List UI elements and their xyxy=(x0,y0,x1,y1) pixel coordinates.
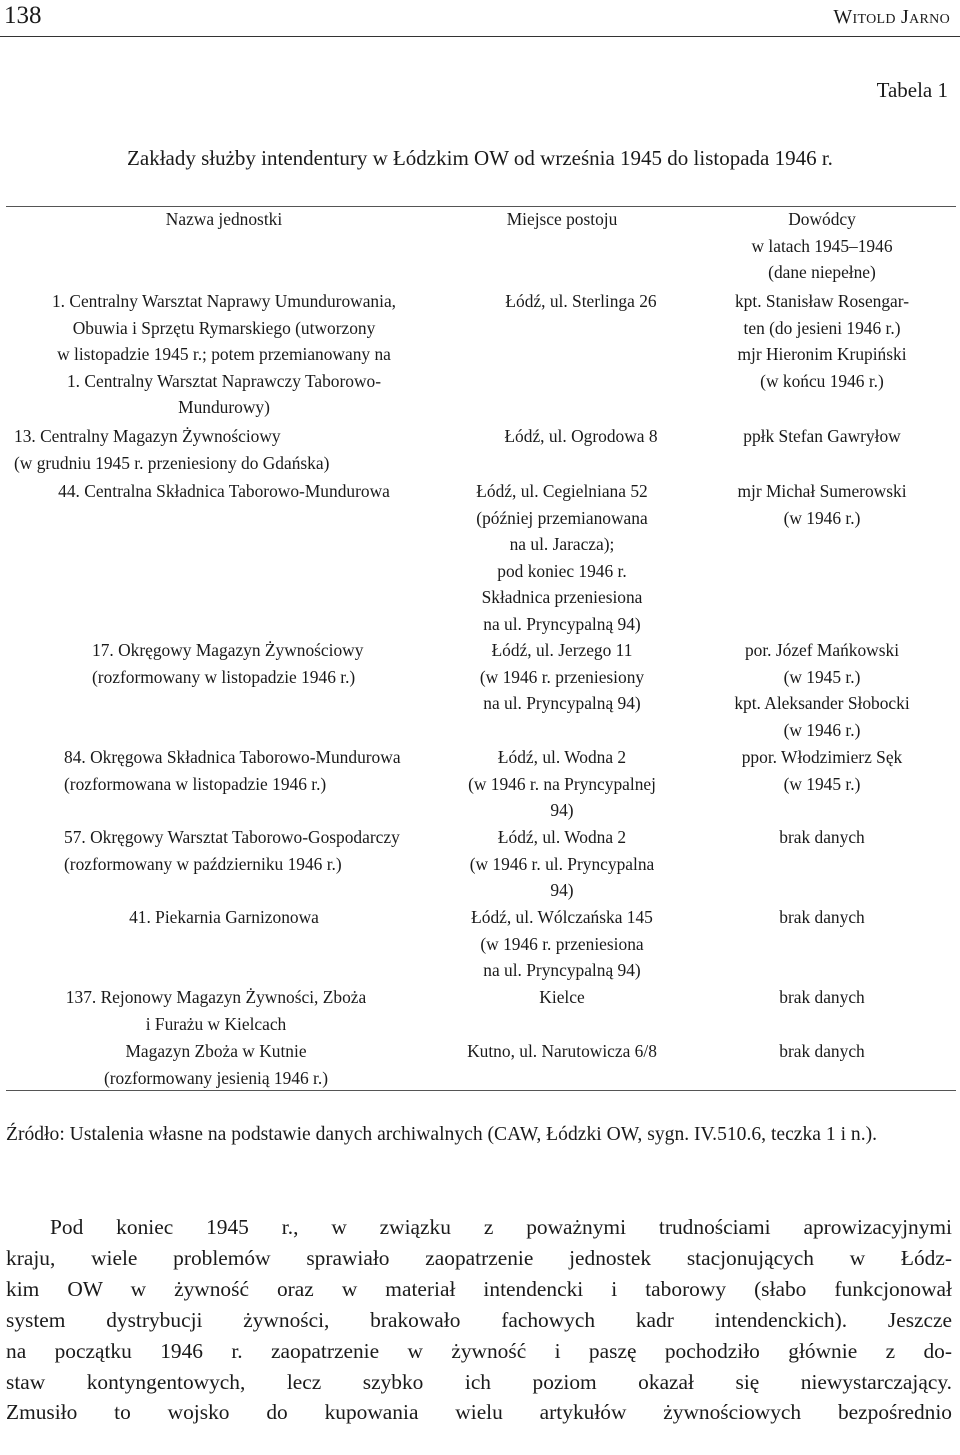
table-bottom-rule xyxy=(6,1090,956,1091)
table-cell-commanders: ppor. Włodzimierz Sęk (w 1945 r.) xyxy=(741,747,903,794)
table-cell-place: Łódź, ul. Wodna 2 (w 1946 r. ul. Pryncypalna 94) xyxy=(469,827,655,900)
table-cell-name: 137. Rejonowy Magazyn Żywności, Zboża i Furażu w Kielcach xyxy=(65,987,367,1034)
table-cell-place: Łódź, ul. Wodna 2 (w 1946 r. na Pryncypalnej 94) xyxy=(468,747,656,820)
body-line: kraju, wiele problemów sprawiało zaopatrzenie jednostek stacjonujących w Łódz- xyxy=(6,1245,952,1270)
running-header xyxy=(0,0,960,34)
table-cell-commanders: ppłk Stefan Gawryłow xyxy=(743,426,901,446)
body-line: Pod koniec 1945 r., w związku z poważnymi trudnościami aprowizacyjnymi xyxy=(50,1215,952,1239)
table-cell-place: Kielce xyxy=(539,987,585,1007)
table-cell-place: Łódź, ul. Wólczańska 145 (w 1946 r. przeniesiona na ul. Pryncypalną 94) xyxy=(471,907,653,980)
body-line: staw kontyngentowych, lecz szybko ich poziom okazał się niewystarczający. xyxy=(6,1369,952,1394)
table-cell-place: Kutno, ul. Narutowicza 6/8 xyxy=(467,1041,657,1061)
table-cell-commanders: kpt. Stanisław Rosengar- ten (do jesieni 1946 r.) mjr Hieronim Krupiński (w końcu 1946 r.) xyxy=(734,291,910,391)
table-cell-commanders: brak danych xyxy=(779,907,865,927)
table-source-note: Źródło: Ustalenia własne na podstawie danych archiwalnych (CAW, Łódzki OW, sygn. IV.510.6, teczka 1 i n.). xyxy=(6,1124,878,1145)
column-header-commanders: Dowódcy w latach 1945–1946 (dane niepełne) xyxy=(751,209,893,282)
table-cell-place: Łódź, ul. Cegielniana 52 (później przemianowana na ul. Jaracza); pod koniec 1946 r. Składnica przeniesiona na ul. Pryncypalną 94) xyxy=(476,481,648,634)
table-cell-commanders: mjr Michał Sumerowski (w 1946 r.) xyxy=(737,481,907,528)
table-top-rule xyxy=(6,206,956,207)
table-cell-name: 84. Okręgowa Składnica Taborowo-Mundurowa (rozformowana w listopadzie 1946 r.) xyxy=(64,747,401,794)
body-line: na początku 1946 r. zaopatrzenie w żywność i paszę pochodziło głównie z do- xyxy=(6,1338,952,1363)
table-cell-name: Magazyn Zboża w Kutnie (rozformowany jesienią 1946 r.) xyxy=(103,1041,329,1088)
table-cell-commanders: brak danych xyxy=(779,1041,865,1061)
table-cell-place: Łódź, ul. Ogrodowa 8 xyxy=(504,426,658,446)
body-line: system dystrybucji żywności, brakowało fachowych kadr intendenckich). Jeszcze xyxy=(6,1307,952,1332)
table-cell-commanders: por. Józef Mańkowski (w 1945 r.) kpt. Aleksander Słobocki (w 1946 r.) xyxy=(734,640,910,740)
table-cell-commanders: brak danych xyxy=(779,987,865,1007)
table-cell-name: 41. Piekarnia Garnizonowa xyxy=(129,907,319,927)
table-cell-name: 1. Centralny Warsztat Naprawy Umundurowania, Obuwia i Sprzętu Rymarskiego (utworzony w listopadzie 1945 r.; potem przemianowany na 1. Centralny Warsztat Naprawczy Taborowo- Mundurowy) xyxy=(51,291,397,417)
running-author: Witold Jarno xyxy=(833,6,950,28)
table-cell-name: 44. Centralna Składnica Taborowo-Mundurowa xyxy=(58,481,390,501)
column-header-name: Nazwa jednostki xyxy=(165,209,283,229)
column-header-place: Miejsce postoju xyxy=(506,209,618,229)
table-title: Zakłady służby intendentury w Łódzkim OW od września 1945 do listopada 1946 r. xyxy=(127,146,833,170)
table-label: Tabela 1 xyxy=(876,78,948,102)
table-cell-name: 13. Centralny Magazyn Żywnościowy (w grudniu 1945 r. przeniesiony do Gdańska) xyxy=(14,426,330,473)
table-cell-commanders: brak danych xyxy=(779,827,865,847)
table-cell-place: Łódź, ul. Jerzego 11 (w 1946 r. przeniesiony na ul. Pryncypalną 94) xyxy=(479,640,645,713)
table-cell-place: Łódź, ul. Sterlinga 26 xyxy=(505,291,657,311)
body-line: Zmusiło to wojsko do kupowania wielu artykułów żywnościowych bezpośrednio xyxy=(6,1400,952,1425)
page-number: 138 xyxy=(4,2,42,29)
table-cell-name: 17. Okręgowy Magazyn Żywnościowy (rozformowany w listopadzie 1946 r.) xyxy=(92,640,364,687)
table-cell-name: 57. Okręgowy Warsztat Taborowo-Gospodarczy (rozformowany w październiku 1946 r.) xyxy=(64,827,400,874)
body-paragraph xyxy=(6,1212,952,1428)
body-line: kim OW w żywność oraz w materiał intendencki i taborowy (słabo funkcjonował xyxy=(6,1276,952,1301)
header-rule xyxy=(0,36,960,37)
